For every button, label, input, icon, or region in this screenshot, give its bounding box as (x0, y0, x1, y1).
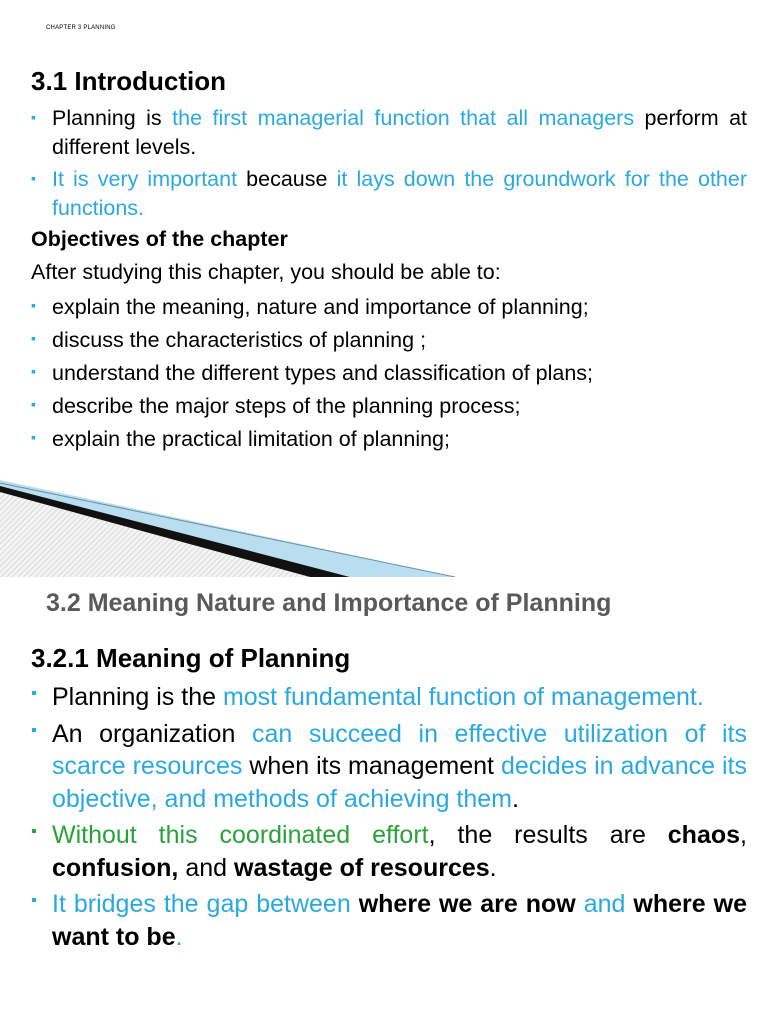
objectives-list (31, 291, 752, 456)
bullet-text: , the results are (428, 821, 668, 849)
objective-text: explain the practical limitation of planning; (52, 427, 450, 451)
square-bullet-icon: ▪ (31, 892, 37, 909)
bullet-highlight: . (175, 922, 183, 951)
objective-text: discuss the characteristics of planning ; (52, 328, 427, 352)
bullet-bold: where we want to be (52, 890, 747, 951)
bullet-text: An organization (52, 719, 252, 748)
bullet-highlight: decides in advance its objective, and methods of achieving them (52, 752, 747, 813)
square-bullet-icon: ▪ (31, 170, 36, 186)
bullet-text: Planning is the (52, 683, 223, 711)
meaning-bullet-3 (31, 819, 747, 884)
bullet-highlight-green: Without this coordinated effort (52, 821, 429, 849)
objective-item (31, 390, 752, 423)
bullet-bold: where we are now (358, 890, 576, 918)
square-bullet-icon: ▪ (31, 429, 36, 445)
bullet-highlight: the first managerial function that all managers (172, 106, 635, 130)
bullet-text: and (178, 853, 234, 882)
objective-text: explain the meaning, nature and importance of planning; (52, 295, 589, 319)
bullet-highlight: most fundamental function of management. (222, 683, 704, 711)
square-bullet-icon: ▪ (31, 823, 37, 840)
bullet-highlight: it lays down the groundwork for the other functions. (52, 167, 747, 220)
square-bullet-icon: ▪ (31, 721, 37, 739)
intro-bullet-list (31, 104, 748, 223)
objective-item (31, 324, 752, 357)
chapter-header: CHAPTER 3 PLANNING (46, 25, 116, 31)
bullet-text: . (489, 853, 497, 882)
meaning-bullet-list (31, 681, 747, 957)
bullet-text: Planning is (52, 106, 173, 130)
square-bullet-icon: ▪ (31, 685, 37, 702)
bullet-text: perform at different levels. (52, 106, 748, 159)
intro-heading: 3.1 Introduction (31, 66, 226, 96)
subsection-heading: 3.2.1 Meaning of Planning (31, 643, 351, 673)
bullet-bold: confusion, (52, 853, 179, 882)
meaning-bullet-4 (31, 888, 747, 953)
bullet-text: because (237, 167, 337, 191)
bullet-text: when its management (242, 752, 501, 780)
intro-bullet-1 (31, 104, 748, 162)
bullet-text: , (740, 821, 747, 849)
square-bullet-icon: ▪ (31, 109, 36, 125)
square-bullet-icon: ▪ (31, 363, 36, 379)
meaning-bullet-2 (31, 718, 747, 816)
objectives-intro: After studying this chapter, you should be able to: (31, 260, 501, 284)
objective-text: describe the major steps of the planning process; (52, 394, 521, 418)
objective-item (31, 423, 752, 456)
bullet-highlight: It bridges the gap between (52, 890, 359, 918)
square-bullet-icon: ▪ (31, 297, 36, 313)
objective-item (31, 291, 752, 324)
objective-text: understand the different types and classification of plans; (52, 361, 594, 385)
bullet-bold: wastage of resources (234, 853, 490, 882)
bullet-bold: chaos (667, 821, 741, 849)
objective-item (31, 357, 752, 390)
bullet-highlight: It is very important (52, 167, 238, 191)
meaning-bullet-1 (31, 681, 747, 714)
section-heading: 3.2 Meaning Nature and Importance of Planning (46, 589, 612, 617)
slide-footer-decoration (0, 470, 768, 577)
bullet-highlight: can succeed in effective utilization of its scarce resources (52, 719, 747, 780)
bullet-text: . (512, 784, 519, 813)
intro-bullet-2 (31, 165, 747, 223)
bullet-highlight: and (575, 890, 634, 918)
square-bullet-icon: ▪ (31, 396, 36, 412)
square-bullet-icon: ▪ (31, 330, 36, 346)
objectives-title: Objectives of the chapter (31, 227, 288, 251)
